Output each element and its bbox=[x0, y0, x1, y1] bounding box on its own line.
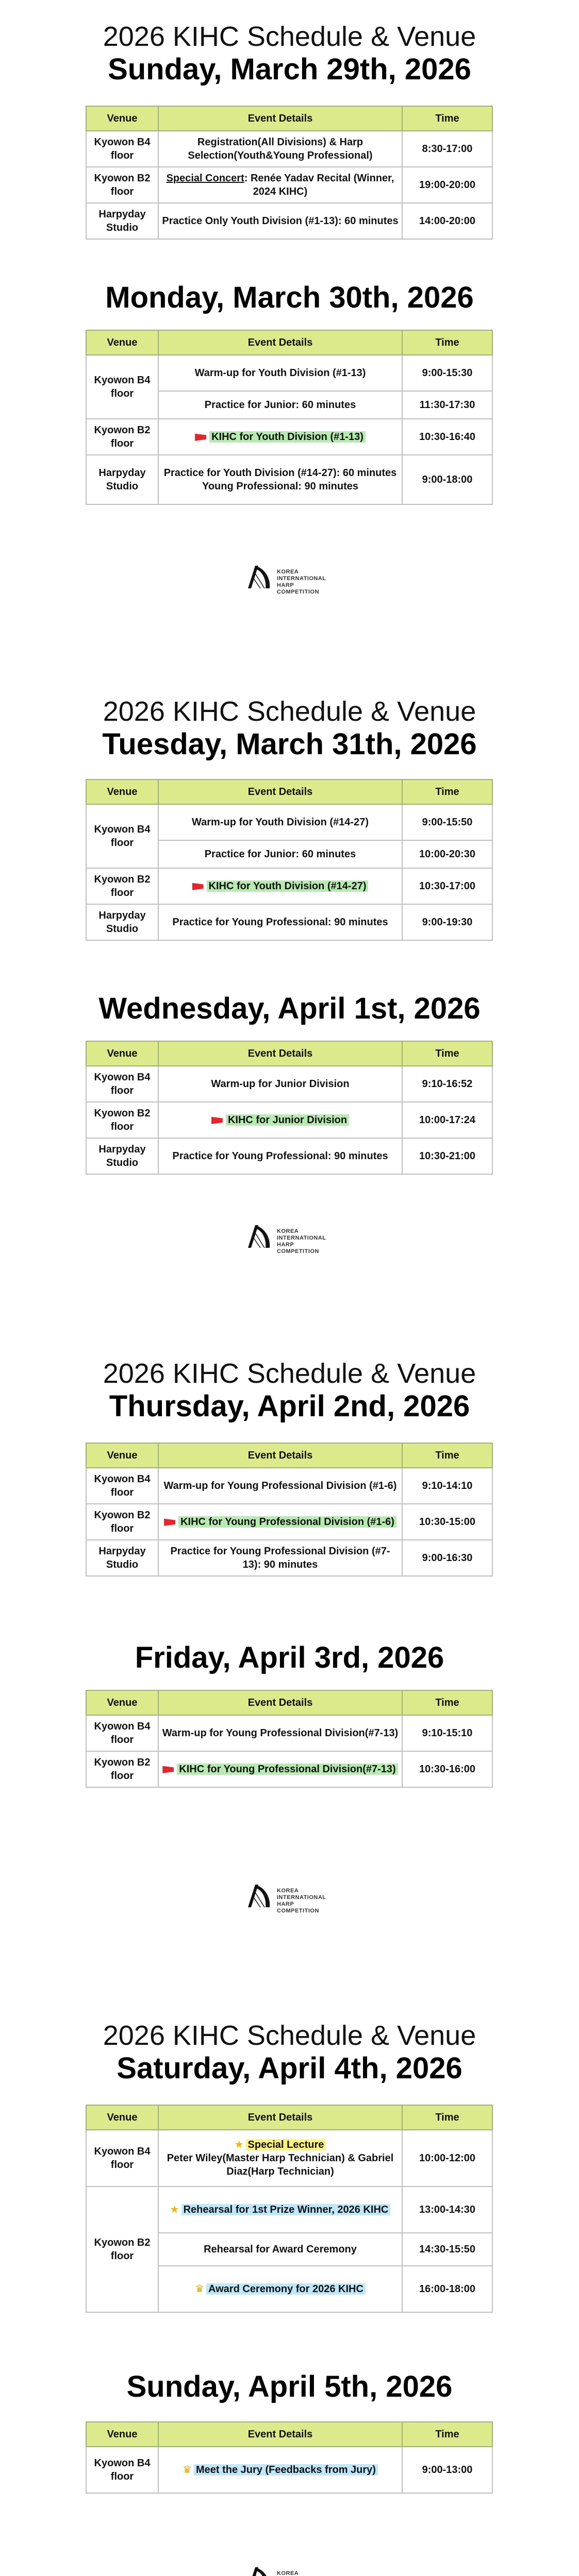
time-cell: 9:10-16:52 bbox=[402, 1066, 492, 1102]
venue-cell: Kyowon B2 floor bbox=[86, 2187, 158, 2312]
venue-cell: Kyowon B4 floor bbox=[86, 1468, 158, 1504]
header-time: Time bbox=[402, 1443, 492, 1468]
header-time: Time bbox=[402, 779, 492, 804]
title-block-apr3 bbox=[0, 1641, 579, 1675]
time-cell: 11:30-17:30 bbox=[402, 391, 492, 419]
time-cell: 9:00-13:00 bbox=[402, 2447, 492, 2493]
flag-icon bbox=[192, 883, 204, 890]
time-cell: 9:00-16:30 bbox=[402, 1540, 492, 1576]
date-heading: Friday, April 3rd, 2026 bbox=[135, 1641, 444, 1674]
header-time: Time bbox=[402, 330, 492, 355]
date-heading: Tuesday, March 31th, 2026 bbox=[102, 727, 477, 761]
time-cell: 19:00-20:00 bbox=[402, 167, 492, 203]
title-block-1 bbox=[0, 21, 579, 87]
title-block-2 bbox=[0, 696, 579, 761]
logo-line: INTERNATIONAL bbox=[277, 1235, 326, 1241]
page-title: 2026 KIHC Schedule & Venue bbox=[103, 2020, 476, 2051]
header-venue: Venue bbox=[86, 1443, 158, 1468]
venue-cell: Kyowon B2 floor bbox=[86, 1751, 158, 1787]
time-cell: 14:30-15:50 bbox=[402, 2233, 492, 2266]
time-cell: 16:00-18:00 bbox=[402, 2266, 492, 2312]
page-title: 2026 KIHC Schedule & Venue bbox=[103, 696, 476, 727]
logo-line: INTERNATIONAL bbox=[277, 1894, 326, 1901]
details-cell bbox=[158, 868, 402, 904]
schedule-table-apr5 bbox=[86, 2421, 493, 2494]
schedule-table-apr4 bbox=[86, 2105, 493, 2313]
header-time: Time bbox=[402, 106, 492, 131]
details-cell: Rehearsal for Award Ceremony bbox=[158, 2233, 402, 2266]
time-cell: 10:00-12:00 bbox=[402, 2130, 492, 2187]
page-title: 2026 KIHC Schedule & Venue bbox=[103, 21, 476, 52]
kihc-logo bbox=[245, 1221, 335, 1255]
page-title: 2026 KIHC Schedule & Venue bbox=[103, 1358, 476, 1389]
header-details: Event Details bbox=[158, 1690, 402, 1715]
logo-line: KOREA bbox=[277, 569, 299, 575]
details-cell: Warm-up for Youth Division (#1-13) bbox=[158, 355, 402, 391]
details-cell bbox=[158, 1504, 402, 1540]
time-cell: 10:00-20:30 bbox=[402, 840, 492, 868]
venue-cell: Kyowon B4 floor bbox=[86, 1066, 158, 1102]
details-cell: Practice for Young Professional Division (#7-13): 90 minutes bbox=[158, 1540, 402, 1576]
harp-logo-icon bbox=[245, 564, 274, 590]
logo-line: HARP COMPETITION bbox=[277, 1242, 319, 1255]
trophy-icon: ♛ bbox=[195, 2283, 205, 2295]
details-cell: Registration(All Divisions) & Harp Selection(Youth&Young Professional) bbox=[158, 131, 402, 167]
header-details: Event Details bbox=[158, 1041, 402, 1066]
logo-line: HARP COMPETITION bbox=[277, 582, 319, 595]
time-cell: 10:30-21:00 bbox=[402, 1138, 492, 1174]
details-cell bbox=[158, 419, 402, 455]
time-cell: 8:30-17:00 bbox=[402, 131, 492, 167]
title-block-3 bbox=[0, 1358, 579, 1423]
kihc-logo bbox=[245, 562, 335, 595]
venue-cell: Harpyday Studio bbox=[86, 203, 158, 239]
time-cell: 9:00-15:50 bbox=[402, 804, 492, 840]
details-cell: Warm-up for Young Professional Division(#7-13) bbox=[158, 1715, 402, 1751]
details-text: Peter Wiley(Master Harp Technician) & Gabriel Diaz(Harp Technician) bbox=[167, 2153, 394, 2177]
logo-line: INTERNATIONAL bbox=[277, 575, 326, 582]
venue-cell: Kyowon B4 floor bbox=[86, 131, 158, 167]
date-heading: Sunday, March 29th, 2026 bbox=[108, 53, 471, 86]
flag-icon bbox=[162, 1766, 174, 1773]
time-cell: 14:00-20:00 bbox=[402, 203, 492, 239]
title-block-apr5 bbox=[0, 2370, 579, 2404]
harp-logo-icon bbox=[245, 1883, 274, 1909]
header-time: Time bbox=[402, 2105, 492, 2130]
venue-cell: Kyowon B2 floor bbox=[86, 1102, 158, 1138]
time-cell: 10:30-17:00 bbox=[402, 868, 492, 904]
time-cell: 10:00-17:24 bbox=[402, 1102, 492, 1138]
schedule-table-apr2 bbox=[86, 1443, 493, 1577]
harp-logo-icon bbox=[245, 2565, 274, 2576]
schedule-table-apr3 bbox=[86, 1690, 493, 1788]
time-cell: 10:30-16:00 bbox=[402, 1751, 492, 1787]
venue-cell: Kyowon B4 floor bbox=[86, 2130, 158, 2187]
venue-cell: Harpyday Studio bbox=[86, 1540, 158, 1576]
venue-cell: Kyowon B2 floor bbox=[86, 1504, 158, 1540]
header-venue: Venue bbox=[86, 1690, 158, 1715]
time-cell: 10:30-15:00 bbox=[402, 1504, 492, 1540]
header-details: Event Details bbox=[158, 330, 402, 355]
special-concert-label: Special Concert bbox=[166, 173, 244, 184]
venue-cell: Kyowon B2 floor bbox=[86, 167, 158, 203]
flag-icon bbox=[195, 434, 206, 441]
header-venue: Venue bbox=[86, 2422, 158, 2447]
details-cell: Practice for Youth Division (#14-27): 60 minutes Young Professional: 90 minutes bbox=[158, 455, 402, 504]
time-cell: 9:00-18:00 bbox=[402, 455, 492, 504]
details-cell: Practice for Junior: 60 minutes bbox=[158, 391, 402, 419]
title-block-apr1 bbox=[0, 992, 579, 1026]
header-venue: Venue bbox=[86, 1041, 158, 1066]
schedule-table-mar30 bbox=[86, 330, 493, 505]
details-text: Rehearsal for 1st Prize Winner, 2026 KIHC bbox=[181, 2204, 391, 2215]
logo-line: KOREA bbox=[277, 2570, 299, 2576]
venue-cell: Harpyday Studio bbox=[86, 455, 158, 504]
date-heading: Saturday, April 4th, 2026 bbox=[117, 2052, 462, 2085]
time-cell: 13:00-14:30 bbox=[402, 2187, 492, 2233]
header-details: Event Details bbox=[158, 106, 402, 131]
time-cell: 9:10-15:10 bbox=[402, 1715, 492, 1751]
details-cell: Warm-up for Young Professional Division (#1-6) bbox=[158, 1468, 402, 1504]
header-venue: Venue bbox=[86, 2105, 158, 2130]
flag-icon bbox=[164, 1519, 175, 1526]
time-cell: 10:30-16:40 bbox=[402, 419, 492, 455]
kihc-logo bbox=[245, 1880, 335, 1914]
header-venue: Venue bbox=[86, 779, 158, 804]
time-cell: 9:00-15:30 bbox=[402, 355, 492, 391]
venue-cell: Harpyday Studio bbox=[86, 1138, 158, 1174]
logo-line: KOREA bbox=[277, 1888, 299, 1894]
details-cell: Practice for Junior: 60 minutes bbox=[158, 840, 402, 868]
date-heading: Monday, March 30th, 2026 bbox=[105, 281, 474, 314]
details-cell: Practice for Young Professional: 90 minutes bbox=[158, 1138, 402, 1174]
time-cell: 9:00-19:30 bbox=[402, 904, 492, 940]
schedule-table-apr1 bbox=[86, 1041, 493, 1175]
header-time: Time bbox=[402, 1041, 492, 1066]
details-cell bbox=[158, 2187, 402, 2233]
venue-cell: Kyowon B4 floor bbox=[86, 804, 158, 868]
date-heading: Wednesday, April 1st, 2026 bbox=[98, 992, 481, 1025]
trophy-icon: ♛ bbox=[183, 2464, 192, 2476]
details-cell bbox=[158, 1751, 402, 1787]
details-cell bbox=[158, 167, 402, 203]
header-time: Time bbox=[402, 1690, 492, 1715]
schedule-table-mar31 bbox=[86, 779, 493, 941]
details-text: Award Ceremony for 2026 KIHC bbox=[206, 2283, 366, 2295]
star-icon: ★ bbox=[170, 2204, 179, 2215]
title-block-mar30 bbox=[0, 281, 579, 315]
venue-cell: Harpyday Studio bbox=[86, 904, 158, 940]
time-cell: 9:10-14:10 bbox=[402, 1468, 492, 1504]
header-details: Event Details bbox=[158, 2105, 402, 2130]
details-text: KIHC for Junior Division bbox=[226, 1114, 349, 1126]
header-venue: Venue bbox=[86, 106, 158, 131]
star-icon: ★ bbox=[234, 2139, 244, 2150]
date-heading: Sunday, April 5th, 2026 bbox=[126, 2370, 453, 2403]
title-block-4 bbox=[0, 2020, 579, 2086]
schedule-table-mar29 bbox=[86, 106, 493, 240]
header-details: Event Details bbox=[158, 2422, 402, 2447]
details-cell bbox=[158, 1102, 402, 1138]
details-cell: Practice Only Youth Division (#1-13): 60 minutes bbox=[158, 203, 402, 239]
header-details: Event Details bbox=[158, 1443, 402, 1468]
header-time: Time bbox=[402, 2422, 492, 2447]
logo-line: KOREA bbox=[277, 1228, 299, 1234]
logo-line: HARP COMPETITION bbox=[277, 1901, 319, 1914]
header-details: Event Details bbox=[158, 779, 402, 804]
details-text: KIHC for Youth Division (#14-27) bbox=[207, 880, 369, 892]
kihc-logo bbox=[245, 2563, 335, 2576]
details-text: : Renée Yadav Recital (Winner, 2024 KIHC) bbox=[244, 173, 394, 197]
venue-cell: Kyowon B4 floor bbox=[86, 1715, 158, 1751]
details-text: KIHC for Young Professional Division (#1-6) bbox=[178, 1516, 396, 1528]
special-lecture-label: Special Lecture bbox=[246, 2139, 326, 2150]
venue-cell: Kyowon B2 floor bbox=[86, 419, 158, 455]
details-text: KIHC for Young Professional Division(#7-13) bbox=[177, 1764, 398, 1775]
details-cell bbox=[158, 2266, 402, 2312]
details-text: Meet the Jury (Feedbacks from Jury) bbox=[194, 2464, 378, 2476]
details-cell: Practice for Young Professional: 90 minutes bbox=[158, 904, 402, 940]
harp-logo-icon bbox=[245, 1223, 274, 1250]
header-venue: Venue bbox=[86, 330, 158, 355]
details-cell: Warm-up for Junior Division bbox=[158, 1066, 402, 1102]
details-cell bbox=[158, 2447, 402, 2493]
flag-icon bbox=[211, 1117, 223, 1124]
venue-cell: Kyowon B4 floor bbox=[86, 2447, 158, 2493]
details-cell: Warm-up for Youth Division (#14-27) bbox=[158, 804, 402, 840]
venue-cell: Kyowon B4 floor bbox=[86, 355, 158, 419]
details-cell bbox=[158, 2130, 402, 2187]
details-text: KIHC for Youth Division (#1-13) bbox=[209, 431, 366, 443]
venue-cell: Kyowon B2 floor bbox=[86, 868, 158, 904]
date-heading: Thursday, April 2nd, 2026 bbox=[109, 1389, 470, 1423]
